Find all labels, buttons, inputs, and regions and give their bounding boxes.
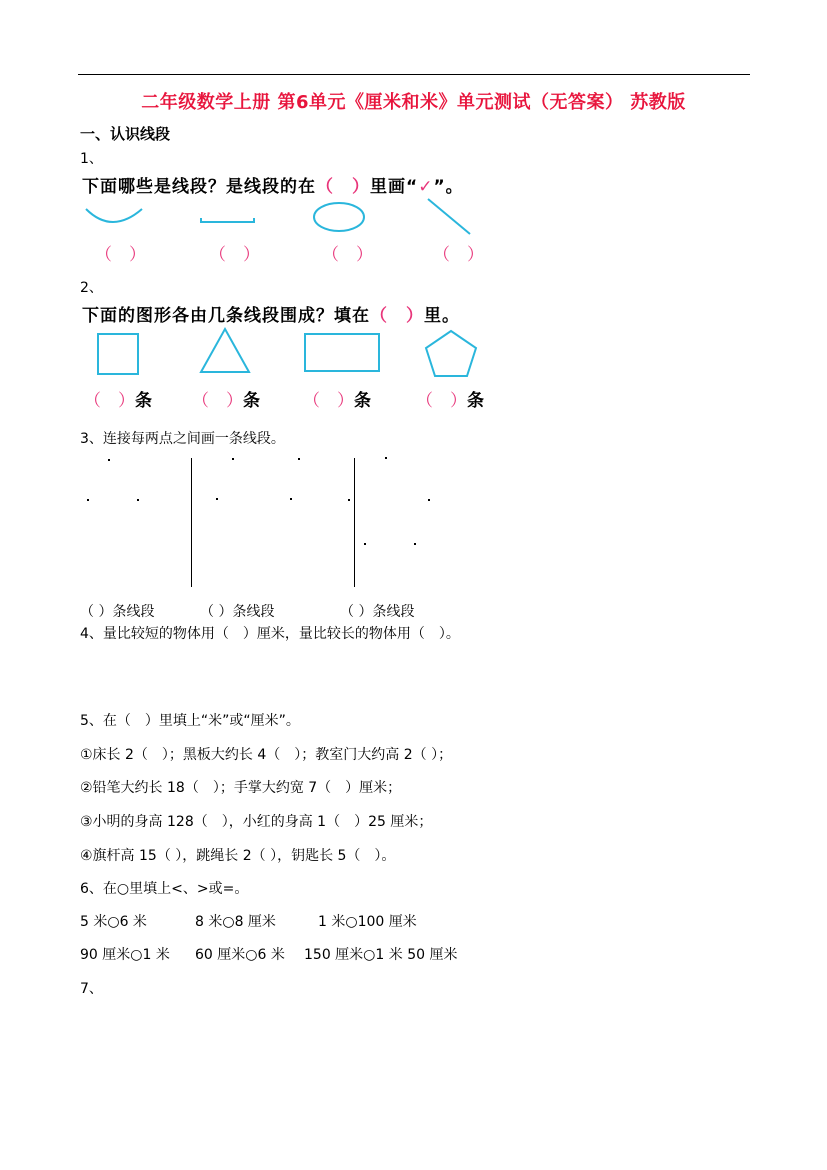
q3-answer-1[interactable]: （ ）条线段 (80, 604, 155, 620)
q6-item: 60 厘米○6 米 (195, 947, 285, 963)
q2-number: 2、 (80, 280, 103, 296)
q5-line-2: ②铅笔大约长 18（ ）；手掌大约宽 7（ ）厘米； (80, 780, 402, 796)
rectangle-figure (303, 332, 383, 374)
q4-text: 4、量比较短的物体用（ ）厘米，量比较长的物体用（ ）。 (80, 626, 460, 642)
divider-1 (191, 458, 192, 587)
segment-figure (198, 210, 260, 226)
q1-instruction-c: ”。 (433, 177, 464, 197)
q5-line-4: ④旗杆高 15（ ），跳绳长 2（ ），钥匙长 5（ ）。 (80, 848, 396, 864)
point (87, 499, 89, 501)
point (232, 458, 234, 460)
q1-number: 1、 (80, 151, 103, 167)
point (216, 498, 218, 500)
q6-item: 150 厘米○1 米 50 厘米 (304, 947, 458, 963)
q1-blank-4[interactable]: （ ） (433, 245, 484, 265)
point (348, 499, 350, 501)
q2-answer-2[interactable]: （ ）条 (192, 391, 260, 411)
q3-answer-2[interactable]: （ ）条线段 (200, 604, 275, 620)
q2-instruction-b: 里。 (424, 306, 460, 326)
section-heading: 一、认识线段 (80, 125, 171, 143)
q2-instruction (82, 301, 460, 326)
q1-instruction (82, 172, 464, 197)
q6-item: 90 厘米○1 米 (80, 947, 170, 963)
q7-number: 7、 (80, 981, 103, 997)
q1-blank-1[interactable]: （ ） (95, 245, 146, 265)
point (108, 459, 110, 461)
q1-instruction-a: 下面哪些是线段？是线段的在 (82, 177, 316, 197)
check-icon: ✓ (418, 177, 434, 197)
q6-text: 6、在○里填上<、>或=。 (80, 881, 249, 897)
q2-answer-3[interactable]: （ ）条 (303, 391, 371, 411)
diagonal-segment-figure (424, 196, 474, 238)
q3-answer-3[interactable]: （ ）条线段 (340, 604, 415, 620)
divider-2 (354, 458, 355, 587)
q1-blank-3[interactable]: （ ） (322, 245, 373, 265)
q2-paren: （ ） (370, 306, 424, 326)
q5-line-1: ①床长 2（ ）；黑板大约长 4（ ）；教室门大约高 2（ ）； (80, 747, 453, 763)
q2-answer-4[interactable]: （ ）条 (416, 391, 484, 411)
curve-figure (82, 203, 152, 233)
q5-text: 5、在（ ）里填上“米”或“厘米”。 (80, 713, 300, 729)
page-title: 二年级数学上册 第6单元《厘米和米》单元测试（无答案） 苏教版 (141, 92, 686, 113)
q2-instruction-a: 下面的图形各由几条线段围成？填在 (82, 306, 370, 326)
point (298, 458, 300, 460)
q2-answer-1[interactable]: （ ）条 (84, 391, 152, 411)
square-figure (96, 332, 142, 378)
triangle-figure (198, 326, 252, 376)
point (428, 499, 430, 501)
q6-item: 8 米○8 厘米 (195, 914, 276, 930)
point (137, 499, 139, 501)
point (290, 498, 292, 500)
q6-item: 5 米○6 米 (80, 914, 147, 930)
q1-paren: （ ） (316, 177, 370, 197)
pentagon-figure (424, 328, 480, 380)
q1-instruction-b: 里画“ (370, 177, 419, 197)
q6-item: 1 米○100 厘米 (318, 914, 417, 930)
q3-text: 3、连接每两点之间画一条线段。 (80, 431, 285, 447)
point (414, 543, 416, 545)
header-rule (78, 74, 750, 75)
ellipse-figure (312, 201, 368, 235)
point (385, 457, 387, 459)
q5-line-3: ③小明的身高 128（ ），小红的身高 1（ ）25 厘米； (80, 814, 433, 830)
point (364, 543, 366, 545)
q1-blank-2[interactable]: （ ） (209, 245, 260, 265)
